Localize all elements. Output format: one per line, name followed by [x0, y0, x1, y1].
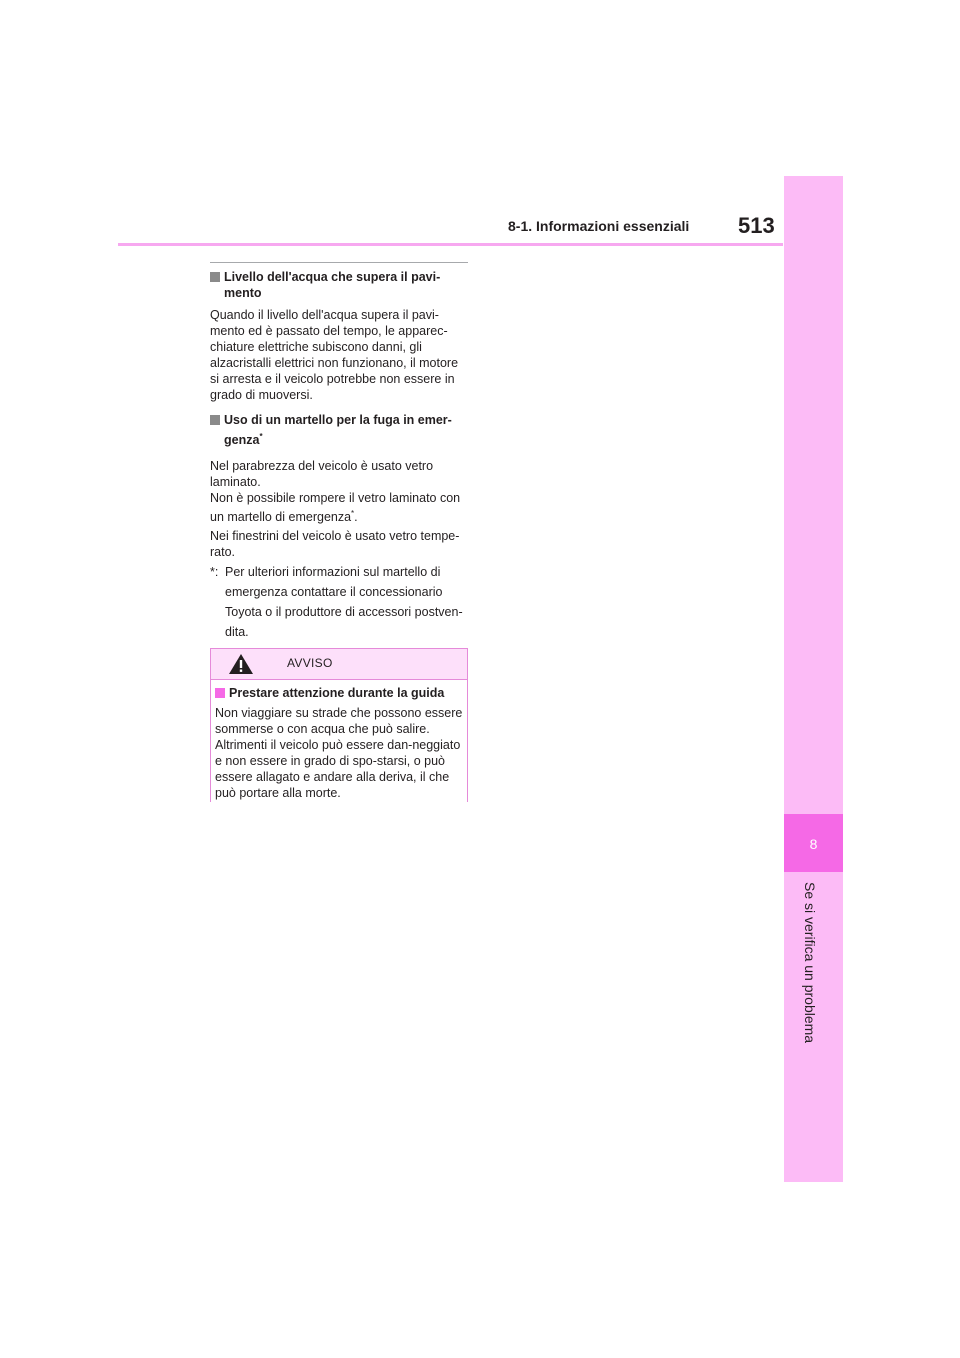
chapter-title: Se si verifica un problema	[802, 882, 818, 1044]
heading-text-line-2: genza	[224, 433, 260, 447]
asterisk-mark: *	[351, 508, 355, 518]
warning-box	[210, 648, 468, 802]
chapter-number: 8	[809, 836, 818, 852]
section-heading-water-level	[210, 269, 468, 301]
header-divider	[118, 243, 783, 246]
warning-text: Non viaggiare su strade che possono essere sommerse o con acqua che può salire. Altrimenti il veicolo può essere dan-neggiato e non essere in grado di spo-starsi, o può essere allagato e andare alla deriva, il che può portare alla morte.	[215, 706, 463, 800]
warning-heading	[215, 685, 463, 701]
bullet-square-icon	[215, 688, 225, 698]
warning-heading-text: Prestare attenzione durante la guida	[229, 686, 445, 700]
warning-triangle-icon	[228, 653, 254, 680]
bullet-square-icon	[210, 415, 220, 425]
footnote-mark: *:	[210, 565, 219, 579]
hammer-body-3: Nei finestrini del veicolo è usato vetro tempe- rato.	[210, 529, 460, 559]
footnote	[210, 562, 468, 642]
footnote-text: Per ulteriori informazioni sul martello di emergenza contattare il concessionario Toyota o il produttore di accessori postven-dita.	[225, 565, 463, 639]
warning-body	[211, 680, 467, 802]
warning-header	[211, 649, 467, 680]
section-heading-emergency-hammer	[210, 412, 468, 452]
bullet-square-icon	[210, 272, 220, 282]
heading-text: Livello dell'acqua che supera il pavi- mento	[224, 270, 441, 300]
section-body-water-level: Quando il livello dell'acqua supera il pavi- mento ed è passato del tempo, le apparec- chiature elettriche subiscono danni, gli alzacristalli elettrici non funzionano, il motore si arresta e il veicolo potrebbe non essere in grado di muoversi.	[210, 308, 459, 402]
section-title: 8-1. Informazioni essenziali	[508, 218, 690, 234]
hammer-body-2: Non è possibile rompere il vetro laminato con un martello di emergenza*.	[210, 491, 461, 524]
section-rule	[210, 262, 468, 263]
asterisk-mark: *	[259, 431, 263, 441]
heading-text-line-1: Uso di un martello per la fuga in emer-	[224, 413, 452, 427]
main-column	[210, 262, 468, 642]
warning-label: AVVISO	[287, 656, 333, 670]
hammer-body-1: Nel parabrezza del veicolo è usato vetro laminato.	[210, 459, 434, 489]
page-number: 513	[738, 213, 775, 238]
